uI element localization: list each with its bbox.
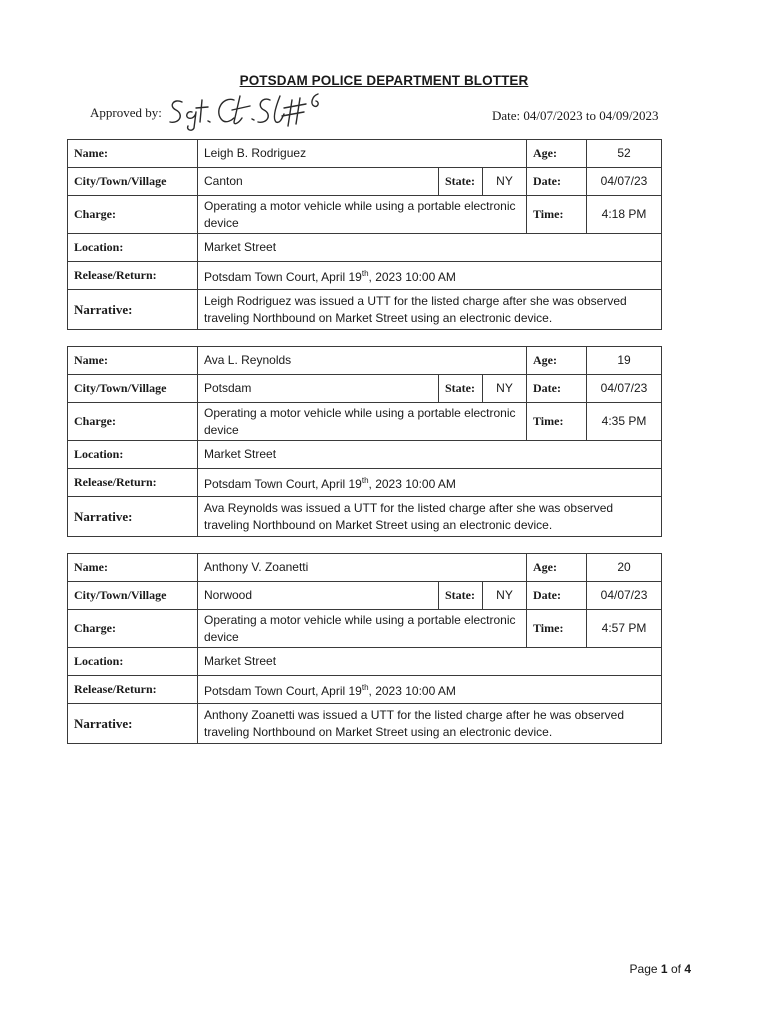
time-value: 4:57 PM xyxy=(587,610,662,648)
age-label: Age: xyxy=(527,554,587,582)
release-value: Potsdam Town Court, April 19th, 2023 10:00 AM xyxy=(198,676,662,704)
narrative-value: Ava Reynolds was issued a UTT for the listed charge after she was observed traveling Northbound on Market Street using an electronic device. xyxy=(198,497,662,537)
page-title: POTSDAM POLICE DEPARTMENT BLOTTER xyxy=(239,73,529,88)
location-label: Location: xyxy=(68,441,198,469)
date-label: Date: xyxy=(527,168,587,196)
state-value: NY xyxy=(483,375,527,403)
age-value: 52 xyxy=(587,140,662,168)
name-value: Anthony V. Zoanetti xyxy=(198,554,527,582)
release-label: Release/Return: xyxy=(68,262,198,290)
charge-value: Operating a motor vehicle while using a portable electronic device xyxy=(198,403,527,441)
narrative-value: Leigh Rodriguez was issued a UTT for the listed charge after she was observed traveling Northbound on Market Street using an electronic device. xyxy=(198,290,662,330)
blotter-record-2 xyxy=(67,346,662,537)
location-value: Market Street xyxy=(198,441,662,469)
location-label: Location: xyxy=(68,234,198,262)
time-label: Time: xyxy=(527,196,587,234)
signature xyxy=(168,92,338,132)
location-value: Market Street xyxy=(198,648,662,676)
city-label: City/Town/Village xyxy=(68,582,198,610)
release-value: Potsdam Town Court, April 19th, 2023 10:00 AM xyxy=(198,262,662,290)
state-label: State: xyxy=(439,375,483,403)
city-label: City/Town/Village xyxy=(68,375,198,403)
city-value: Norwood xyxy=(198,582,439,610)
date-value: 04/07/23 xyxy=(587,168,662,196)
name-label: Name: xyxy=(68,554,198,582)
time-label: Time: xyxy=(527,610,587,648)
age-value: 19 xyxy=(587,347,662,375)
date-label: Date: xyxy=(492,108,521,123)
date-label: Date: xyxy=(527,375,587,403)
charge-label: Charge: xyxy=(68,403,198,441)
charge-value: Operating a motor vehicle while using a portable electronic device xyxy=(198,610,527,648)
city-value: Potsdam xyxy=(198,375,439,403)
narrative-label: Narrative: xyxy=(68,497,198,537)
city-value: Canton xyxy=(198,168,439,196)
location-value: Market Street xyxy=(198,234,662,262)
charge-label: Charge: xyxy=(68,610,198,648)
state-value: NY xyxy=(483,582,527,610)
approved-by-label: Approved by: xyxy=(90,105,162,120)
narrative-label: Narrative: xyxy=(68,290,198,330)
state-label: State: xyxy=(439,582,483,610)
date-value: 04/07/23 xyxy=(587,375,662,403)
date-range: 04/07/2023 to 04/09/2023 xyxy=(523,108,659,123)
narrative-label: Narrative: xyxy=(68,704,198,744)
date-label: Date: xyxy=(527,582,587,610)
date-range-line xyxy=(492,108,658,124)
location-label: Location: xyxy=(68,648,198,676)
name-label: Name: xyxy=(68,140,198,168)
time-value: 4:35 PM xyxy=(587,403,662,441)
time-label: Time: xyxy=(527,403,587,441)
name-value: Ava L. Reynolds xyxy=(198,347,527,375)
state-label: State: xyxy=(439,168,483,196)
city-label: City/Town/Village xyxy=(68,168,198,196)
page-number: Page 1 of 4 xyxy=(629,962,691,976)
age-label: Age: xyxy=(527,347,587,375)
charge-value: Operating a motor vehicle while using a portable electronic device xyxy=(198,196,527,234)
date-value: 04/07/23 xyxy=(587,582,662,610)
age-value: 20 xyxy=(587,554,662,582)
release-label: Release/Return: xyxy=(68,469,198,497)
time-value: 4:18 PM xyxy=(587,196,662,234)
blotter-record-3 xyxy=(67,553,662,744)
release-label: Release/Return: xyxy=(68,676,198,704)
release-value: Potsdam Town Court, April 19th, 2023 10:00 AM xyxy=(198,469,662,497)
age-label: Age: xyxy=(527,140,587,168)
blotter-record-1 xyxy=(67,139,662,330)
name-value: Leigh B. Rodriguez xyxy=(198,140,527,168)
name-label: Name: xyxy=(68,347,198,375)
state-value: NY xyxy=(483,168,527,196)
narrative-value: Anthony Zoanetti was issued a UTT for the listed charge after he was observed traveling Northbound on Market Street using an electronic device. xyxy=(198,704,662,744)
charge-label: Charge: xyxy=(68,196,198,234)
